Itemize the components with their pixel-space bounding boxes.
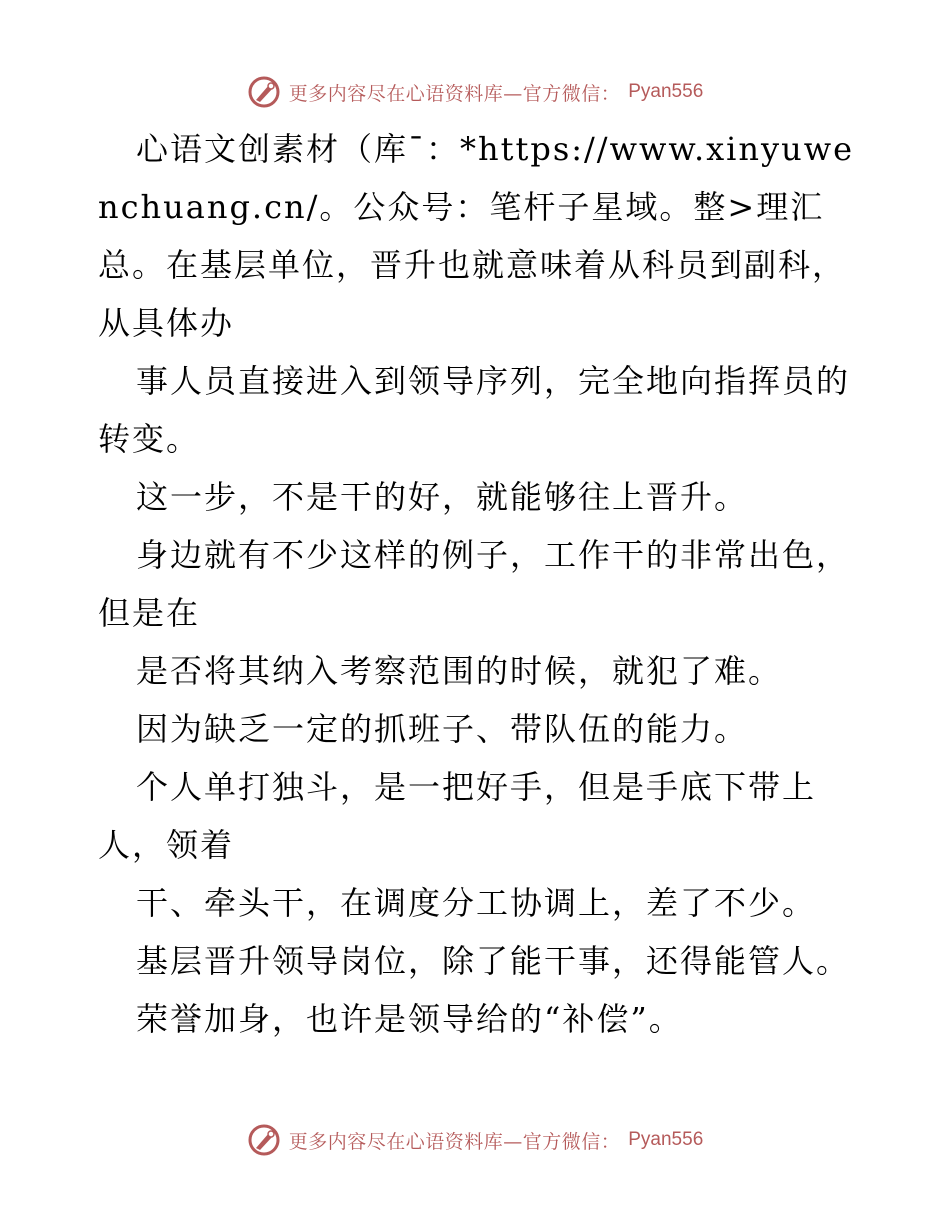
paragraph-2: 事人员直接进入到领导序列，完全地向指挥员的转变。: [98, 362, 851, 458]
footer-watermark: [0, 1118, 950, 1162]
paragraph-4: 身边就有不少这样的例子，工作干的非常出色，但是在: [98, 536, 851, 632]
paragraph-6: 因为缺乏一定的抓班子、带队伍的能力。: [136, 710, 749, 748]
paragraph-7: 个人单打独斗，是一把好手，但是手底下带上人，领着: [98, 768, 817, 864]
watermark-text: 更多内容尽在心语资料库—官方微信：: [288, 1130, 621, 1153]
paragraph-1: 心语文创素材（库¯：*https://www.xinyuwenchuang.cn/。公众号：笔杆子星域。整>理汇总。在基层单位，晋升也就意味着从科员到副科，从具体办: [98, 130, 855, 342]
paragraph-3: 这一步，不是干的好，就能够往上晋升。: [136, 478, 749, 516]
paragraph-8: 干、牵头干，在调度分工协调上，差了不少。: [136, 884, 817, 922]
paragraph-9: 基层晋升领导岗位，除了能干事，还得能管人。: [136, 942, 851, 980]
pen-seal-logo-icon: [247, 1123, 281, 1157]
watermark-wechat-id: Pyan556: [628, 81, 704, 102]
paragraph-5: 是否将其纳入考察范围的时候，就犯了难。: [136, 652, 783, 690]
header-watermark: [0, 70, 950, 114]
watermark-text: 更多内容尽在心语资料库—官方微信：: [288, 82, 621, 105]
pen-seal-logo-icon: [247, 75, 281, 109]
document-body: [98, 120, 858, 1048]
watermark-wechat-id: Pyan556: [628, 1129, 704, 1150]
paragraph-10: 荣誉加身，也许是领导给的“补偿”。: [136, 1000, 683, 1038]
